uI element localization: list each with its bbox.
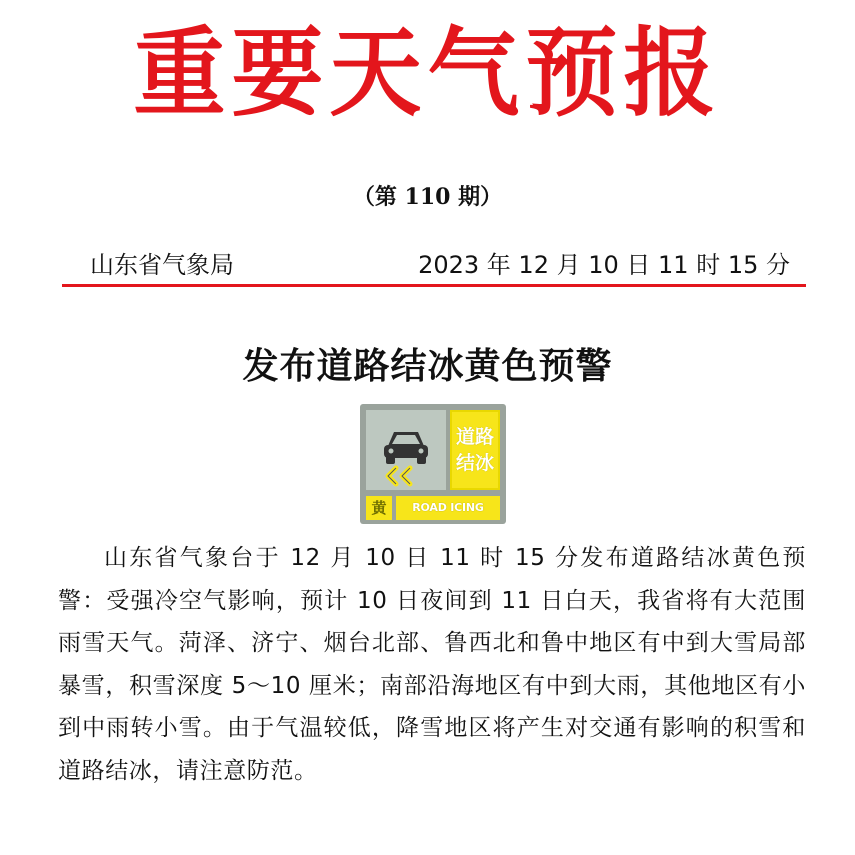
red-divider (62, 284, 806, 287)
cn-line-2: 结冰 (455, 452, 494, 474)
car-skid-icon (366, 410, 446, 490)
agency-name: 山东省气象局 (90, 251, 234, 279)
issue-number: （第 110 期） (352, 184, 503, 210)
road-icing-warning-sign (360, 404, 506, 524)
road-icing-en-label: ROAD ICING (396, 496, 500, 520)
cn-line-1: 道路 (455, 426, 494, 448)
issue-datetime: 2023 年 12 月 10 日 11 时 15 分 (418, 251, 790, 279)
road-icing-cn-label (450, 410, 500, 490)
warning-level-badge: 黄 (366, 496, 392, 520)
warning-body-paragraph: 山东省气象台于 12 月 10 日 11 时 15 分发布道路结冰黄色预警：受强冷空气影响，预计 10 日夜间到 11 日白天，我省将有大范围雨雪天气。菏泽、济宁、烟台北部、鲁西北和鲁中地区有中到大雪局部暴雪，积雪深度 5～10 厘米；南部沿海地区有中到大雨，其他地区有小到中雨转小雪。由于气温较低，降雪地区将产生对交通有影响的积雪和道路结冰，请注意防范。 (58, 545, 806, 784)
car-skid-panel (366, 410, 446, 490)
masthead-title: 重要天气预报 (133, 16, 722, 130)
warning-headline: 发布道路结冰黄色预警 (242, 345, 613, 387)
